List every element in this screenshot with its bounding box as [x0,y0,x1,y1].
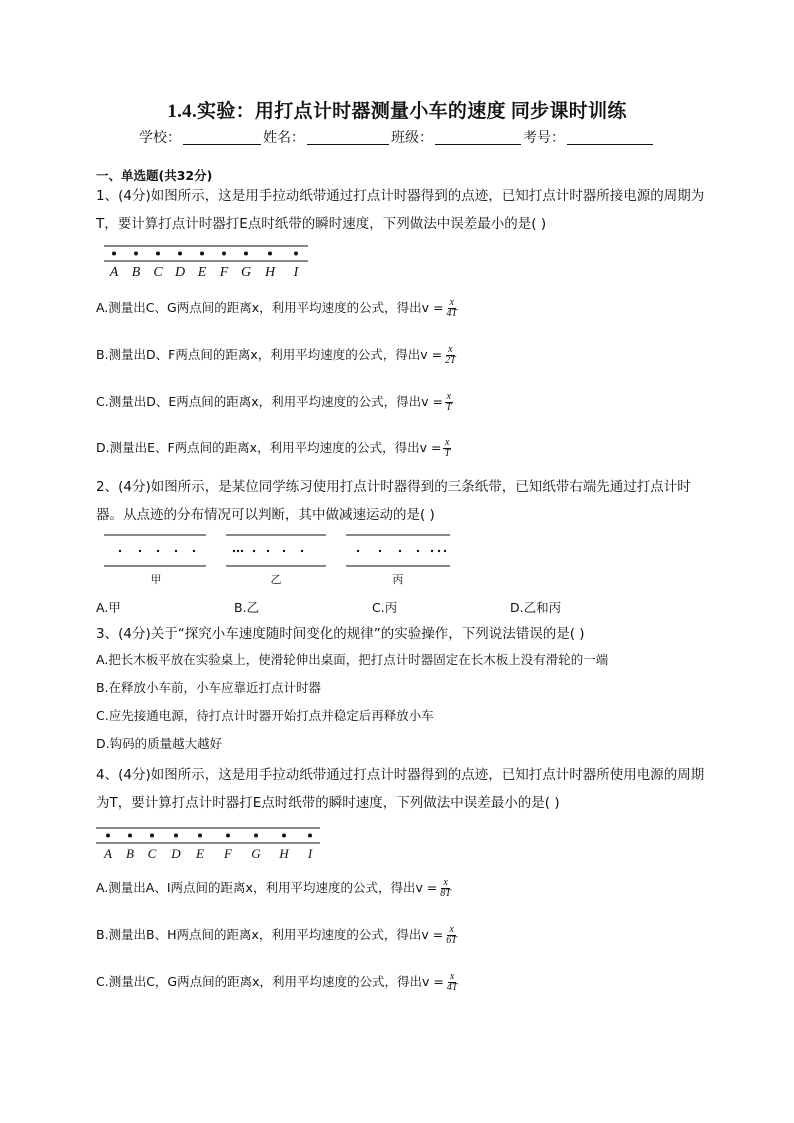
dot-g [254,834,258,838]
q2-tapes-figure [102,530,458,590]
dot-f [222,252,226,256]
q1-option-a[interactable] [96,298,459,319]
section-heading: 一、单选题(共32分) [96,168,213,183]
dot-e [200,252,204,256]
fraction: $\frac{x}{4T}$ [446,971,458,993]
number-label: 考号： [523,130,565,146]
dot-b [134,252,138,256]
dot-a [112,252,116,256]
dot-g [244,252,248,256]
name-label: 姓名： [263,130,305,146]
tape-label-jia: 甲 [150,573,162,586]
option-text: A.测量出C、G两点间的距离x，利用平均速度的公式，得出v = [96,300,444,315]
point-label-a: A [109,265,119,280]
point-label-h: H [264,265,276,280]
option-text: A.测量出A、I两点间的距离x，利用平均速度的公式，得出v = [96,880,438,895]
fraction: $\frac{x}{8T}$ [440,877,451,899]
dot-f [226,834,230,838]
point-label-g: G [240,265,252,280]
fraction: $\frac{x}{T}$ [445,391,452,413]
school-label: 学校： [139,130,181,146]
point-label-i: I [293,265,299,280]
q2-option-b[interactable]: B.乙 [234,600,260,615]
point-label-i: I [307,846,313,861]
q3-option-b[interactable]: B.在释放小车前，小车应靠近打点计时器 [96,680,322,695]
point-label-d: D [171,846,181,861]
option-text: D.测量出E、F两点间的距离x，利用平均速度的公式，得出v = [96,440,442,455]
q4-tape-figure [96,824,324,864]
point-label-c: C [153,265,163,280]
q2-option-d[interactable]: D.乙和丙 [510,600,562,615]
option-text: B.测量出B、H两点间的距离x，利用平均速度的公式，得出v = [96,927,444,942]
dot-a [106,834,110,838]
dot-c [150,834,154,838]
school-blank [183,130,261,145]
fraction: $\frac{x}{6T}$ [446,924,457,946]
q2-option-c[interactable]: C.丙 [372,600,398,615]
class-blank [435,130,521,145]
question-4-stem: 4、(4分)如图所示，这是用手拉动纸带通过打点计时器得到的点迹，已知打点计时器所使用电源的周期为T，要计算打点计时器打E点时纸带的瞬时速度，下列做法中误差最小的是( ) [96,767,705,811]
point-label-g: G [251,846,261,861]
point-label-c: C [147,846,157,861]
tape-dots [106,834,312,838]
point-label-b: B [131,265,141,280]
point-label-f: F [219,265,229,280]
q4-option-c[interactable] [96,972,459,993]
tape-bing [346,535,450,566]
q1-option-d[interactable] [96,438,452,459]
number-blank [567,130,653,145]
q3-option-d[interactable]: D.钩码的质量越大越好 [96,736,223,751]
point-label-h: H [279,846,289,861]
q3-option-c[interactable]: C.应先接通电源，待打点计时器开始打点并稳定后再释放小车 [96,708,434,723]
tape-jia [104,535,206,566]
point-label-e: E [197,265,207,280]
tape-label-yi: 乙 [270,573,282,586]
q2-option-a[interactable]: A.甲 [96,600,121,615]
point-label-b: B [126,846,134,861]
question-3-stem: 3、(4分)关于“探究小车速度随时间变化的规律”的实验操作，下列说法错误的是( ) [96,626,585,642]
option-text: C.测量出D、E两点间的距离x，利用平均速度的公式，得出v = [96,394,443,409]
q1-option-b[interactable] [96,345,458,366]
q1-tape-figure [104,240,314,280]
dot-b [128,834,132,838]
q2-options-row [96,598,696,616]
name-blank [307,130,389,145]
tape-label-bing: 丙 [392,573,404,586]
q4-option-b[interactable] [96,925,459,946]
tape-dots [112,252,298,256]
dot-i [294,252,298,256]
q1-option-c[interactable] [96,392,454,413]
point-label-a: A [104,846,112,861]
dot-h [282,834,286,838]
dot-c [156,252,160,256]
dot-h [268,252,272,256]
question-2-stem: 2、(4分)如图所示，是某位同学练习使用打点计时器得到的三条纸带，已知纸带右端先通过打点计时器。从点迹的分布情况可以判断，其中做减速运动的是( ) [96,479,691,523]
tape-yi [226,535,326,566]
dot-e [198,834,202,838]
point-label-e: E [196,846,204,861]
option-text: C.测量出C，G两点间的距离x，利用平均速度的公式，得出v = [96,974,444,989]
dot-d [178,252,182,256]
page-title: 1.4.实验：用打点计时器测量小车的速度 同步课时训练 [167,101,627,122]
student-info-line [0,127,794,147]
fraction: $\frac{x}{T}$ [444,437,450,459]
option-text: B.测量出D、F两点间的距离x，利用平均速度的公式，得出v = [96,347,443,362]
q3-option-a[interactable]: A.把长木板平放在实验桌上，使滑轮伸出桌面，把打点计时器固定在长木板上没有滑轮的一端 [96,652,609,667]
fraction: $\frac{x}{4T}$ [446,297,458,319]
dot-i [308,834,312,838]
dot-d [174,834,178,838]
point-label-f: F [224,846,232,861]
q4-option-a[interactable] [96,878,453,899]
question-1-stem: 1、(4分)如图所示，这是用手拉动纸带通过打点计时器得到的点迹，已知打点计时器所接电源的周期为T，要计算打点计时器打E点时纸带的瞬时速度，下列做法中误差最小的是( ) [96,188,705,232]
class-label: 班级： [391,130,433,146]
fraction: $\frac{x}{2T}$ [445,344,456,366]
point-label-d: D [174,265,186,280]
